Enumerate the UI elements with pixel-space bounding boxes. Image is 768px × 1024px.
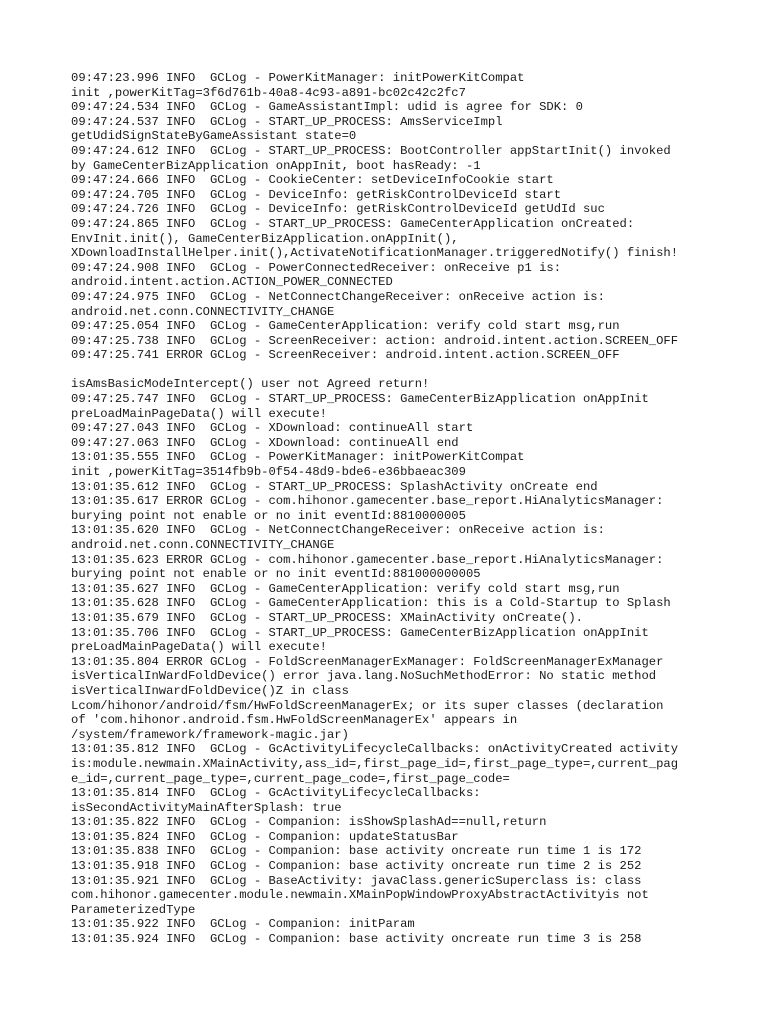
log-line: 13:01:35.620 INFO GCLog - NetConnectChangeReceiver: onReceive action is: [71,523,605,538]
log-line: by GameCenterBizApplication onAppInit, boot hasReady: -1 [71,158,481,173]
log-line: 13:01:35.812 INFO GCLog - GcActivityLifecycleCallbacks: onActivityCreated activity [71,742,679,757]
log-line: 09:47:24.865 INFO GCLog - START_UP_PROCESS: GameCenterApplication onCreated: [71,216,635,231]
log-line: isAmsBasicModeIntercept() user not Agreed return! [71,377,430,392]
log-line [71,363,711,378]
log-line: android.net.conn.CONNECTIVITY_CHANGE [71,538,335,552]
log-line: 13:01:35.555 INFO GCLog - PowerKitManager: initPowerKitCompat [71,450,525,465]
log-line: preLoadMainPageData() will execute! [71,640,327,655]
log-line: burying point not enable or no init eventId:881000000005 [71,567,481,582]
log-line: EnvInit.init(), GameCenterBizApplication.onAppInit(), [71,231,459,246]
log-line: 09:47:24.666 INFO GCLog - CookieCenter: setDeviceInfoCookie start [71,173,554,188]
log-line: is:module.newmain.XMainActivity,ass_id=,first_page_id=,first_page_type=,current_pag [71,756,679,771]
log-line: 13:01:35.612 INFO GCLog - START_UP_PROCESS: SplashActivity onCreate end [71,479,598,494]
log-line: /system/framework/framework-magic.jar) [71,727,349,742]
log-line: preLoadMainPageData() will execute! [71,406,327,421]
log-line: 13:01:35.628 INFO GCLog - GameCenterApplication: this is a Cold-Startup to Splash [71,596,671,611]
log-line: 09:47:24.537 INFO GCLog - START_UP_PROCESS: AmsServiceImpl [71,114,503,129]
log-line: init ,powerKitTag=3514fb9b-0f54-48d9-bde6-e36bbaeac309 [71,465,466,480]
log-line: 13:01:35.824 INFO GCLog - Companion: updateStatusBar [71,829,459,844]
log-line: 09:47:24.705 INFO GCLog - DeviceInfo: getRiskControlDeviceId start [71,187,562,202]
log-line: 09:47:24.975 INFO GCLog - NetConnectChangeReceiver: onReceive action is: [71,289,605,304]
log-line: ParameterizedType [71,902,196,917]
log-line: Lcom/hihonor/android/fsm/HwFoldScreenManagerEx; or its super classes (declaration [71,698,664,713]
log-line: 13:01:35.623 ERROR GCLog - com.hihonor.gamecenter.base_report.HiAnalyticsManager: [71,552,664,567]
log-line: isVerticalInwardFoldDevice()Z in class [71,683,349,698]
log-line: isSecondActivityMainAfterSplash: true [71,800,342,815]
log-line: 09:47:24.726 INFO GCLog - DeviceInfo: getRiskControlDeviceId getUdId suc [71,202,605,217]
log-text-block [71,71,711,947]
log-line: 09:47:27.063 INFO GCLog - XDownload: continueAll end [71,435,459,450]
log-line: 09:47:23.996 INFO GCLog - PowerKitManager: initPowerKitCompat [71,71,525,85]
log-line: 13:01:35.679 INFO GCLog - START_UP_PROCESS: XMainActivity onCreate(). [71,610,583,625]
log-line: e_id=,current_page_type=,current_page_code=,first_page_code= [71,771,510,786]
log-line: 13:01:35.617 ERROR GCLog - com.hihonor.gamecenter.base_report.HiAnalyticsManager: [71,494,664,509]
log-line: 13:01:35.922 INFO GCLog - Companion: initParam [71,917,415,932]
log-line: 09:47:25.747 INFO GCLog - START_UP_PROCESS: GameCenterBizApplication onAppInit [71,392,649,407]
log-line: 13:01:35.706 INFO GCLog - START_UP_PROCESS: GameCenterBizApplication onAppInit [71,625,649,640]
log-line: 13:01:35.814 INFO GCLog - GcActivityLifecycleCallbacks: [71,786,481,801]
log-line: 09:47:24.534 INFO GCLog - GameAssistantImpl: udid is agree for SDK: 0 [71,100,583,115]
log-line: 09:47:27.043 INFO GCLog - XDownload: continueAll start [71,421,474,436]
log-line: 13:01:35.804 ERROR GCLog - FoldScreenManagerExManager: FoldScreenManagerExManager [71,654,664,669]
log-line: 13:01:35.921 INFO GCLog - BaseActivity: javaClass.genericSuperclass is: class [71,873,642,888]
log-line: android.intent.action.ACTION_POWER_CONNECTED [71,275,393,290]
log-line: 13:01:35.822 INFO GCLog - Companion: isShowSplashAd==null,return [71,815,547,830]
log-line: getUdidSignStateByGameAssistant state=0 [71,129,357,144]
log-line: 09:47:24.612 INFO GCLog - START_UP_PROCESS: BootController appStartInit() invoked [71,143,671,158]
log-line: 09:47:25.738 INFO GCLog - ScreenReceiver: action: android.intent.action.SCREEN_OFF [71,333,679,348]
log-line: XDownloadInstallHelper.init(),ActivateNotificationManager.triggeredNotify() finish! [71,246,679,261]
log-line: 13:01:35.627 INFO GCLog - GameCenterApplication: verify cold start msg,run [71,581,620,596]
log-line: 09:47:25.741 ERROR GCLog - ScreenReceiver: android.intent.action.SCREEN_OFF [71,348,620,363]
log-line: isVerticalInWardFoldDevice() error java.lang.NoSuchMethodError: No static method [71,669,657,684]
log-line: burying point not enable or no init eventId:8810000005 [71,508,466,523]
log-line: android.net.conn.CONNECTIVITY_CHANGE [71,304,335,319]
log-line: com.hihonor.gamecenter.module.newmain.XMainPopWindowProxyAbstractActivityis not [71,888,649,903]
log-line: 09:47:25.054 INFO GCLog - GameCenterApplication: verify cold start msg,run [71,319,620,334]
log-line: of 'com.hihonor.android.fsm.HwFoldScreenManagerEx' appears in [71,713,518,728]
log-line: 09:47:24.908 INFO GCLog - PowerConnectedReceiver: onReceive p1 is: [71,260,562,275]
log-line: 13:01:35.838 INFO GCLog - Companion: base activity oncreate run time 1 is 172 [71,844,642,859]
log-line: 13:01:35.924 INFO GCLog - Companion: base activity oncreate run time 3 is 258 [71,932,642,947]
log-line: 13:01:35.918 INFO GCLog - Companion: base activity oncreate run time 2 is 252 [71,859,642,874]
log-line: init ,powerKitTag=3f6d761b-40a8-4c93-a891-bc02c42c2fc7 [71,85,466,100]
